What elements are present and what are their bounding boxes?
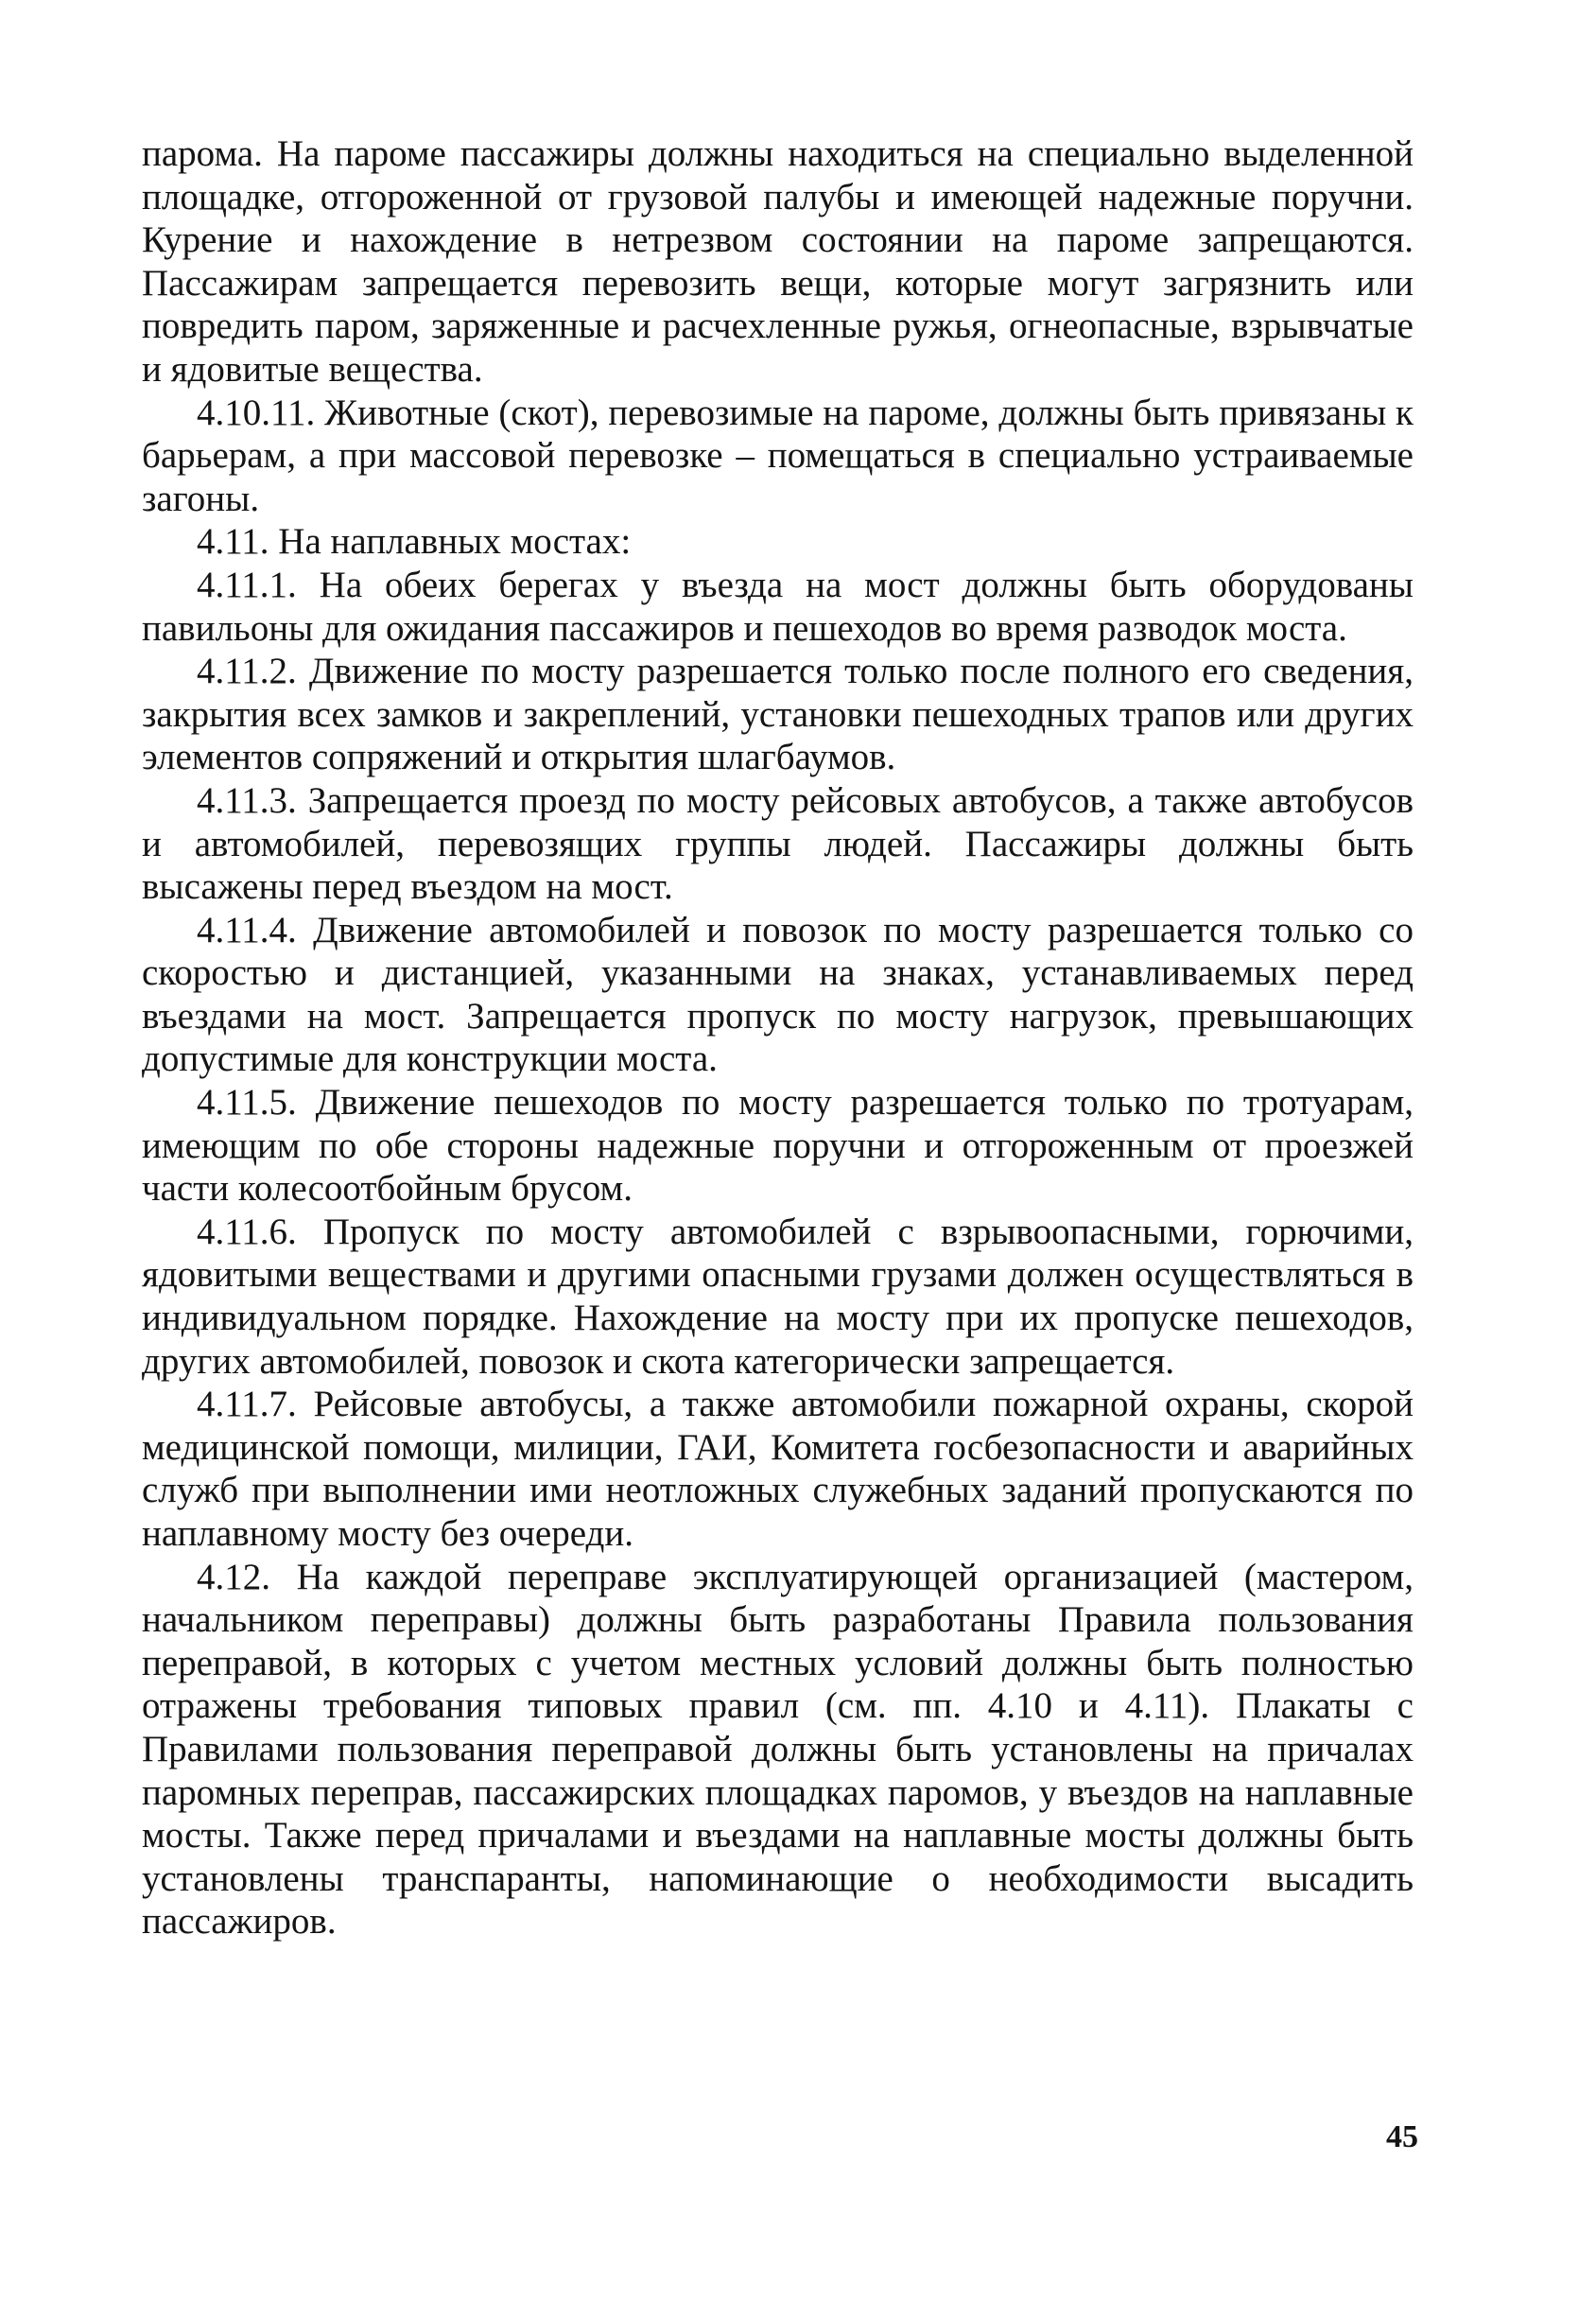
paragraph-4-11-2: 4.11.2. Движение по мосту разрешается только после полного его сведения, закрытия всех замков и закреплений, установки пешеходных трапов или других элементов сопряжений и открытия шлагбаумов. — [142, 651, 1414, 778]
paragraph-4-11-1: 4.11.1. На обеих берегах у въезда на мост должны быть оборудованы павильоны для ожидания пассажиров и пешеходов во время разводок моста. — [142, 564, 1414, 649]
paragraph-continuation: парома. На пароме пассажиры должны находиться на специально выделенной площадке, отгороженной от грузовой палубы и имеющей надежные поручни. Курение и нахождение в нетрезвом состоянии на пароме запрещаются. Пассажирам запрещается перевозить вещи, которые могут загрязнить или повредить паром, заряженные и расчехленные ружья, огнеопасные, взрывчатые и ядовитые вещества. — [142, 133, 1414, 390]
paragraph-4-11-3: 4.11.3. Запрещается проезд по мосту рейсовых автобусов, а также автобусов и автомобилей, перевозящих группы людей. Пассажиры должны быть высажены перед въездом на мост. — [142, 779, 1414, 908]
page-number: 45 — [1386, 2119, 1418, 2154]
body-text — [142, 132, 1414, 1944]
paragraph-4-11-5: 4.11.5. Движение пешеходов по мосту разрешается только по тротуарам, имеющим по обе стороны надежные поручни и отгороженным от проезжей части колесоотбойным брусом. — [142, 1082, 1414, 1210]
paragraph-4-10-11: 4.10.11. Животные (скот), перевозимые на пароме, должны быть привязаны к барьерам, а при массовой перевозке – помещаться в специально устраиваемые загоны. — [142, 392, 1414, 519]
paragraph-4-11-4: 4.11.4. Движение автомобилей и повозок по мосту разрешается только со скоростью и дистанцией, указанными на знаках, устанавливаемых перед въездами на мост. Запрещается пропуск по мосту нагрузок, превышающих допустимые для конструкции моста. — [142, 909, 1414, 1080]
paragraph-4-11: 4.11. На наплавных мостах: — [197, 521, 632, 563]
paragraph-4-11-6: 4.11.6. Пропуск по мосту автомобилей с взрывоопасными, горючими, ядовитыми веществами и другими опасными грузами должен осуществляться в индивидуальном порядке. Нахождение на мосту при их пропуске пешеходов, других автомобилей, повозок и скота категорически запрещается. — [142, 1211, 1414, 1382]
paragraph-4-12: 4.12. На каждой переправе эксплуатирующей организацией (мастером, начальником переправы) должны быть разработаны Правила пользования переправой, в которых с учетом местных условий должны быть полностью отражены требования типовых правил (см. пп. 4.10 и 4.11). Плакаты с Правилами пользования переправой должны быть установлены на причалах паромных переправ, пассажирских площадках паромов, у въездов на наплавные мосты. Также перед причалами и въездами на наплавные мосты должны быть установлены транспаранты, напоминающие о необходимости высадить пассажиров. — [142, 1556, 1414, 1943]
paragraph-4-11-7: 4.11.7. Рейсовые автобусы, а также автомобили пожарной охраны, скорой медицинской помощи, милиции, ГАИ, Комитета госбезопасности и аварийных служб при выполнении ими неотложных служебных заданий пропускаются по наплавному мосту без очереди. — [142, 1384, 1414, 1554]
